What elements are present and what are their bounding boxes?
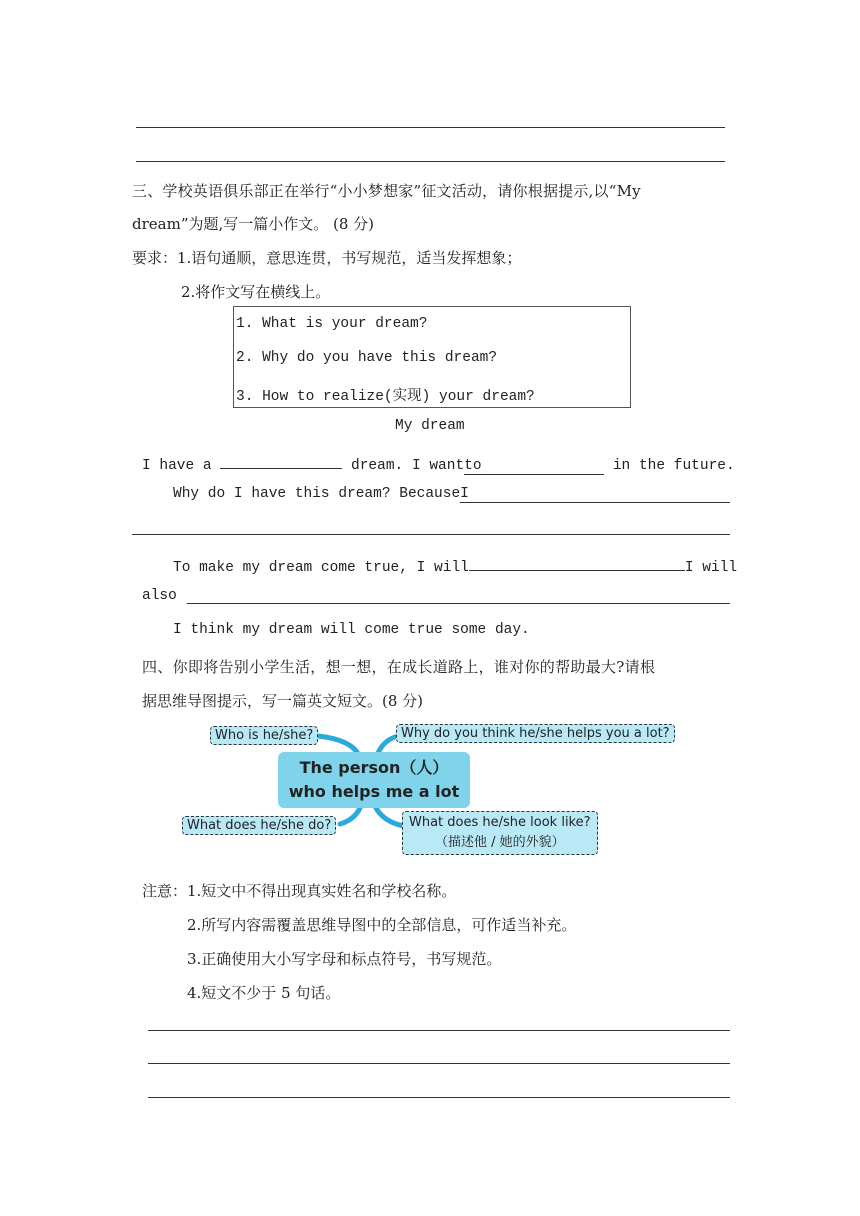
note-4: 4.短文不少于 5 句话。 [187,984,341,1002]
branch-look [376,808,404,826]
writing-line[interactable] [136,161,725,162]
writing-line[interactable] [136,127,725,128]
prefilled-word: I [460,486,469,502]
essay-text: Why do I have this dream? Because [173,486,461,502]
hint-item: 1. What is your dream? [236,316,428,332]
node-look [402,811,598,855]
essay-text: To make my dream come true, I will [173,560,469,576]
section4-instruction-line2: 据思维导图提示，写一篇英文短文。(8 分) [142,692,424,710]
blank-field[interactable] [220,452,342,469]
writing-line[interactable] [148,1030,730,1031]
essay-text: I have a [142,458,212,474]
essay-title: My dream [395,418,465,434]
blank-field[interactable] [464,458,604,475]
writing-line[interactable] [132,534,730,535]
section3-requirement-2: 2.将作文写在横线上。 [181,283,331,301]
note-3: 3.正确使用大小写字母和标点符号，书写规范。 [187,950,502,968]
essay-text: also [142,588,177,604]
branch-what-do [340,808,360,824]
center-line: The person（人） [299,758,449,777]
essay-text: dream. I want [351,458,465,474]
note-1: 注意：1.短文中不得出现真实姓名和学校名称。 [142,882,457,900]
essay-text: I will [684,560,738,576]
section4-instruction-line1: 四、你即将告别小学生活，想一想，在成长道路上，谁对你的帮助最大?请根 [142,658,656,676]
mind-map-center [278,752,470,808]
center-line: who helps me a lot [288,782,460,801]
node-look-line: （描述他 / 她的外貌） [434,835,565,850]
section3-instruction-line1: 三、学校英语俱乐部正在举行“小小梦想家”征文活动，请你根据提示,以“My [132,182,641,200]
note-2: 2.所写内容需覆盖思维导图中的全部信息，可作适当补充。 [187,916,577,934]
node-who: Who is he/she? [210,726,318,745]
node-what-do: What does he/she do? [182,816,336,835]
essay-sentence-1 [142,452,735,475]
essay-sentence-5: I think my dream will come true some day. [173,622,530,638]
essay-sentence-4 [142,588,177,604]
section3-instruction-line2: dream”为题,写一篇小作文。 (8 分) [132,215,375,233]
node-why: Why do you think he/she helps you a lot? [396,724,675,743]
writing-line[interactable] [187,603,730,604]
hint-box [233,306,631,408]
writing-line[interactable] [148,1097,730,1098]
prefilled-word: to [464,458,482,474]
writing-line[interactable] [148,1063,730,1064]
hint-item: 3. How to realize(实现) your dream? [236,389,535,405]
essay-text: in the future. [612,458,735,474]
hint-item: 2. Why do you have this dream? [236,350,498,366]
mind-map [176,716,686,866]
blank-field[interactable] [469,554,685,571]
section3-requirement-1: 要求：1.语句通顺，意思连贯，书写规范，适当发挥想象； [132,249,522,267]
essay-sentence-3 [173,554,737,576]
essay-sentence-2 [173,486,730,503]
node-look-line: What does he/she look like? [409,815,591,830]
blank-field[interactable] [460,486,730,503]
